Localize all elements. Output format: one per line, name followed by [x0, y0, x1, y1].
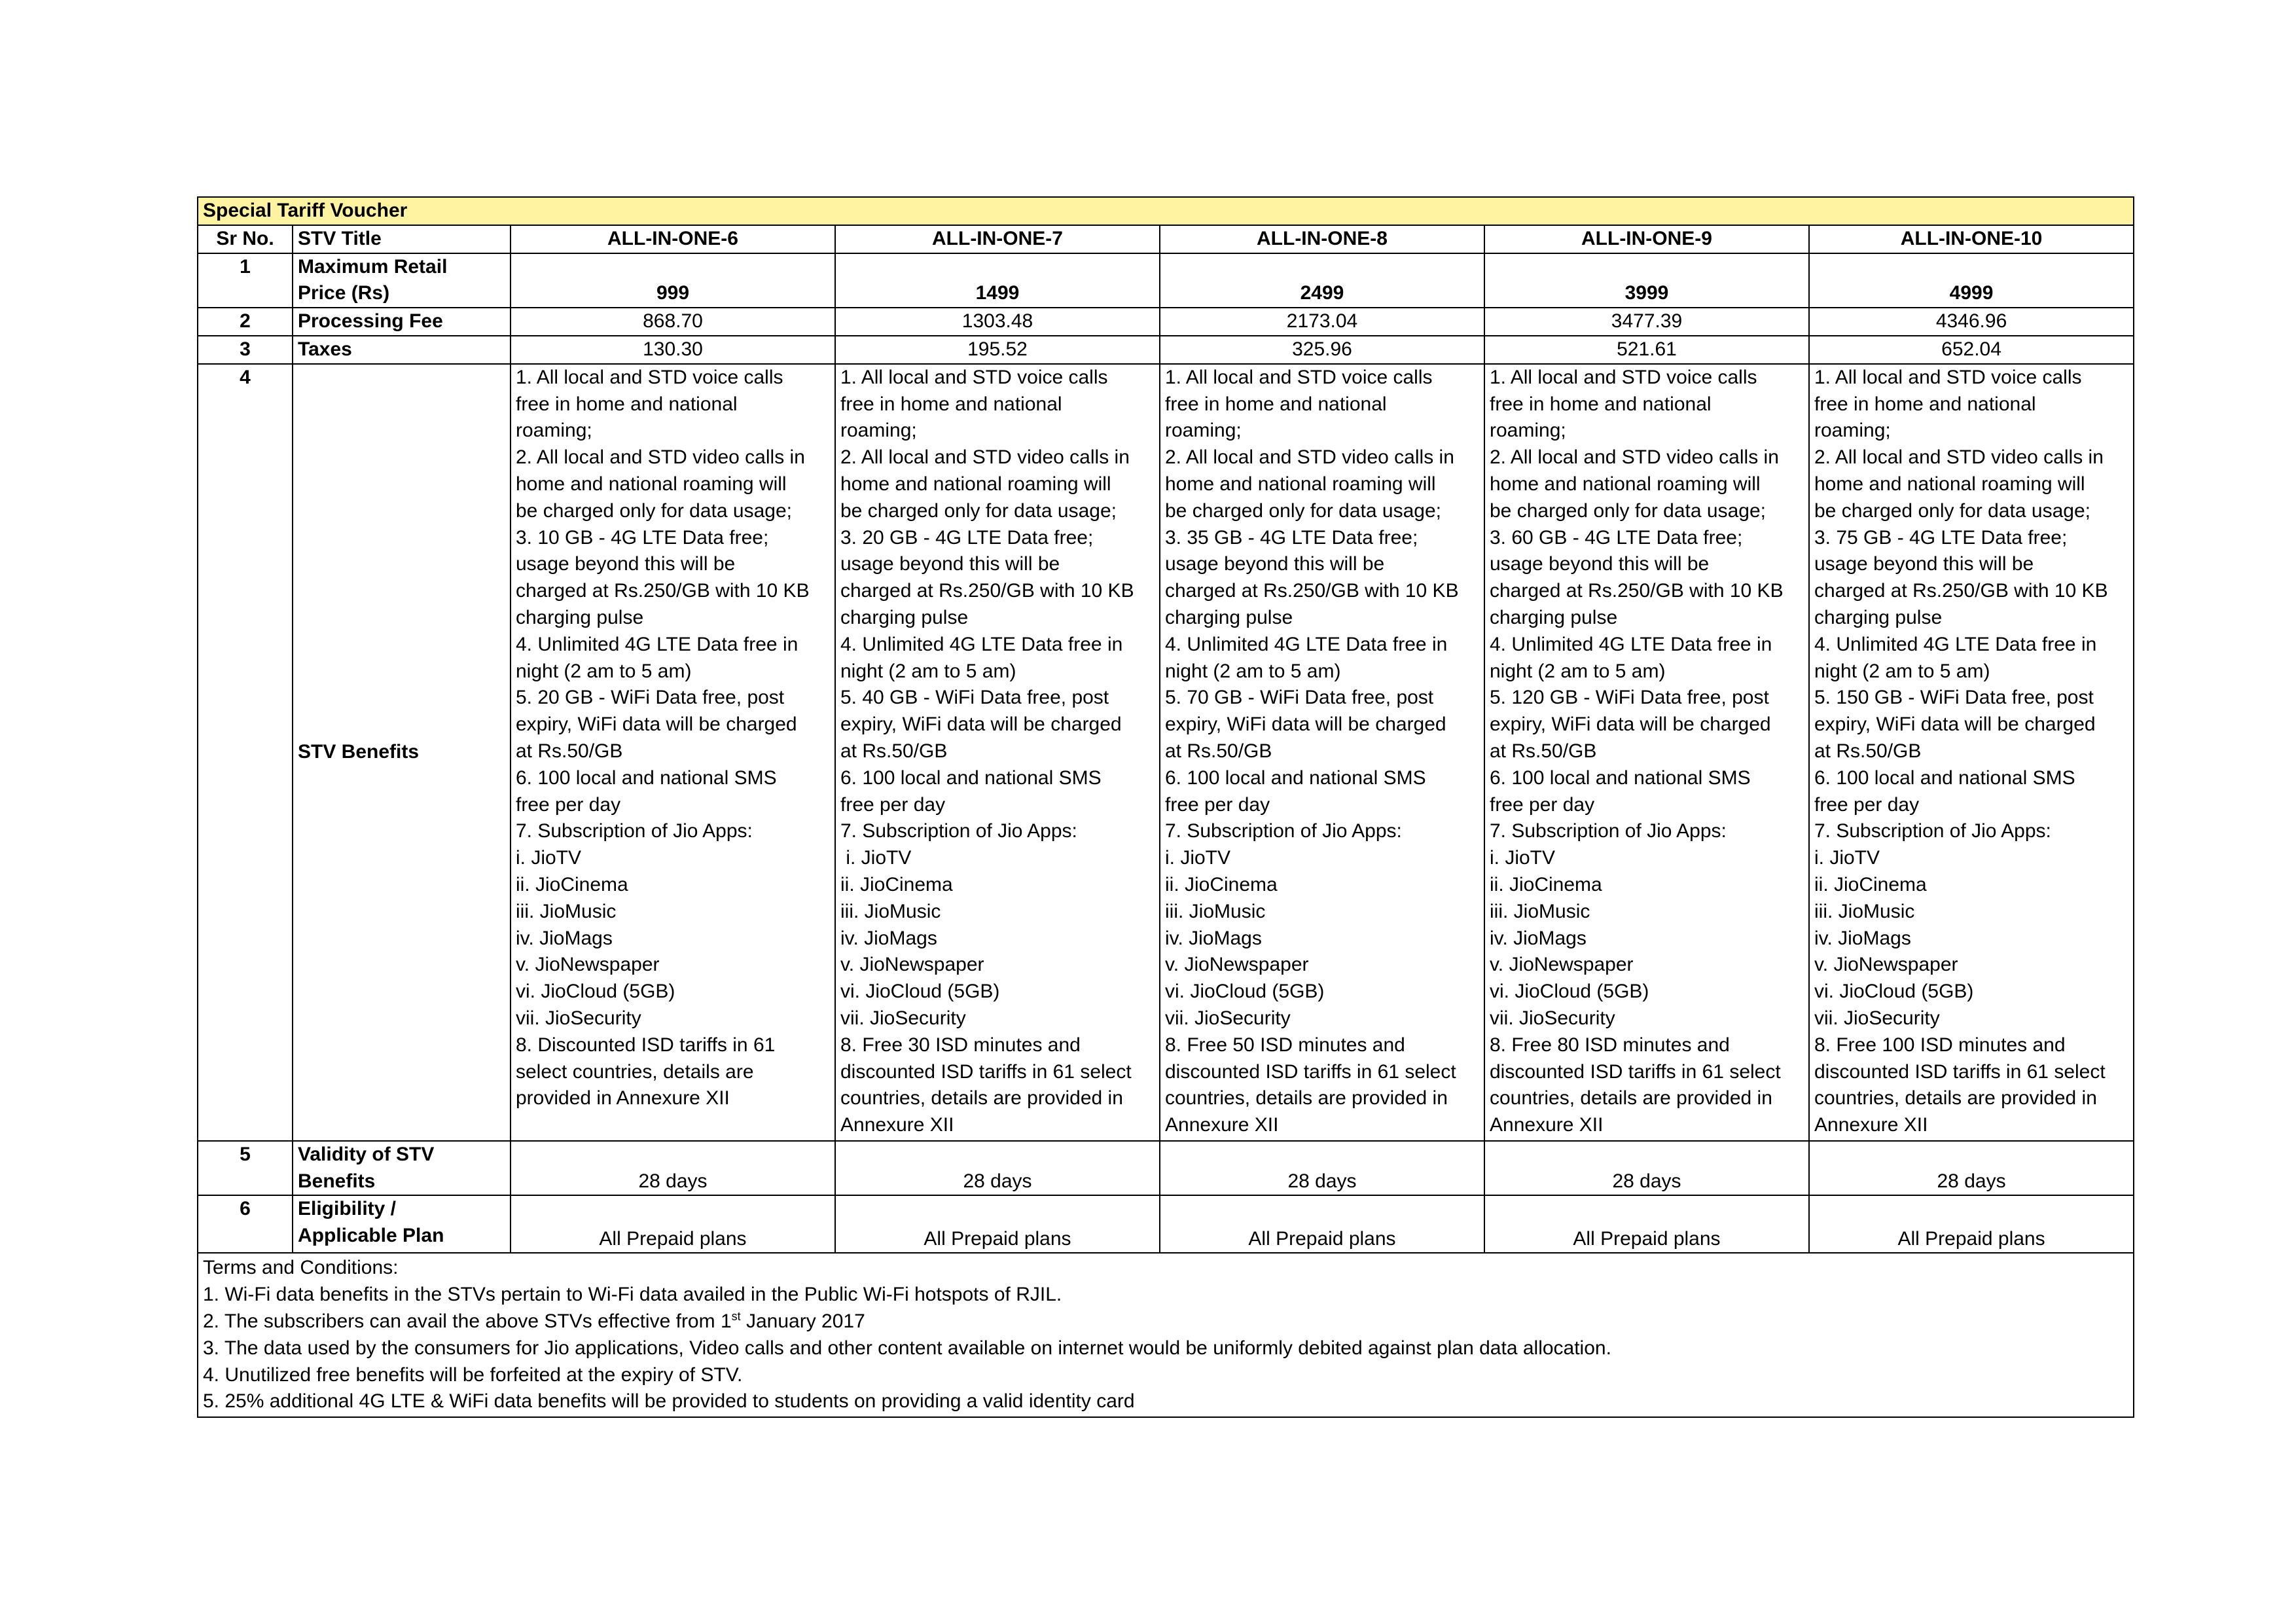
terms-item: 5. 25% additional 4G LTE & WiFi data benefits will be provided to students on providing a valid identity card	[203, 1390, 1135, 1413]
benefit-line: vi. JioCloud (5GB)	[840, 981, 1000, 1003]
terms-row	[198, 1253, 2134, 1417]
benefit-line: 3. 35 GB - 4G LTE Data free;	[1165, 526, 1418, 549]
benefit-line: 3. 60 GB - 4G LTE Data free;	[1490, 526, 1743, 549]
benefit-line: night (2 am to 5 am)	[840, 660, 1016, 682]
benefit-line: free in home and national	[1165, 393, 1387, 415]
table-row	[198, 1141, 2134, 1196]
benefit-line: vi. JioCloud (5GB)	[1490, 981, 1649, 1003]
benefit-line: 5. 20 GB - WiFi Data free, post	[516, 687, 785, 709]
benefit-line: charged at Rs.250/GB with 10 KB	[1165, 580, 1459, 602]
row-number: 6	[198, 1195, 293, 1253]
benefit-line: iii. JioMusic	[840, 900, 941, 922]
benefit-line: at Rs.50/GB	[1814, 740, 1922, 762]
benefit-line: night (2 am to 5 am)	[516, 660, 692, 682]
table-row	[198, 364, 2134, 1141]
benefit-line: free per day	[1165, 793, 1270, 816]
benefit-line: 7. Subscription of Jio Apps:	[516, 820, 753, 842]
benefit-line: vii. JioSecurity	[1165, 1007, 1291, 1029]
benefits-cell	[835, 364, 1160, 1141]
row-label-line: Benefits	[298, 1170, 376, 1192]
benefit-line: free per day	[1490, 793, 1595, 816]
benefit-line: 6. 100 local and national SMS	[1814, 767, 2075, 789]
benefit-line: i. JioTV	[840, 847, 912, 869]
benefit-line: 6. 100 local and national SMS	[1165, 767, 1426, 789]
tariff-table	[197, 196, 2134, 1418]
benefit-line: free in home and national	[1814, 393, 2036, 415]
benefit-line: at Rs.50/GB	[1490, 740, 1597, 762]
benefit-line: i. JioTV	[1165, 847, 1231, 869]
terms-item-text: 2. The subscribers can avail the above STVs effective from 1	[203, 1310, 732, 1332]
benefit-line: iv. JioMags	[516, 927, 613, 949]
benefit-line: discounted ISD tariffs in 61 select	[1165, 1060, 1456, 1083]
benefit-line: ii. JioCinema	[1490, 873, 1602, 895]
processing-fee-value: 4346.96	[1809, 308, 2134, 336]
benefit-line: usage beyond this will be	[1490, 553, 1710, 575]
row-number: 2	[198, 308, 293, 336]
benefit-line: 2. All local and STD video calls in	[1490, 446, 1779, 469]
benefit-line: 5. 150 GB - WiFi Data free, post	[1814, 687, 2094, 709]
eligibility-value: All Prepaid plans	[1160, 1195, 1484, 1253]
benefit-line: free in home and national	[516, 393, 738, 415]
benefit-line: roaming;	[840, 420, 917, 442]
benefit-line: free per day	[516, 793, 621, 816]
terms-item	[203, 1308, 2128, 1335]
benefits-cell	[511, 364, 835, 1141]
validity-value: 28 days	[1160, 1141, 1484, 1196]
table-row	[198, 336, 2134, 364]
benefit-line: at Rs.50/GB	[840, 740, 948, 762]
benefit-line: 7. Subscription of Jio Apps:	[840, 820, 1077, 842]
terms-item-text: January 2017	[740, 1310, 865, 1332]
benefits-cell	[1809, 364, 2134, 1141]
benefit-line: 7. Subscription of Jio Apps:	[1490, 820, 1727, 842]
taxes-value: 195.52	[835, 336, 1160, 364]
table-title: Special Tariff Voucher	[198, 197, 2134, 225]
terms-heading: Terms and Conditions:	[203, 1257, 399, 1279]
benefit-line: 2. All local and STD video calls in	[516, 446, 805, 469]
benefit-line: select countries, details are	[516, 1060, 754, 1083]
benefit-line: ii. JioCinema	[840, 873, 953, 895]
row-label-line: Price (Rs)	[298, 282, 390, 304]
benefit-line: v. JioNewspaper	[516, 954, 660, 976]
benefit-line: charging pulse	[1490, 606, 1618, 628]
benefit-line: vii. JioSecurity	[840, 1007, 966, 1029]
benefit-line: 8. Free 30 ISD minutes and	[840, 1034, 1081, 1056]
benefit-line: charging pulse	[1814, 606, 1943, 628]
benefit-line: iii. JioMusic	[516, 900, 617, 922]
benefit-line: 8. Discounted ISD tariffs in 61	[516, 1034, 776, 1056]
header-sr-no: Sr No.	[198, 225, 293, 253]
benefit-line: countries, details are provided in	[1490, 1087, 1772, 1110]
terms-and-conditions	[198, 1253, 2134, 1417]
benefit-line: free in home and national	[840, 393, 1062, 415]
header-plan: ALL-IN-ONE-10	[1809, 225, 2134, 253]
benefit-line: be charged only for data usage;	[516, 499, 792, 522]
benefit-line: charging pulse	[516, 606, 644, 628]
benefit-line: i. JioTV	[1814, 847, 1880, 869]
benefit-line: Annexure XII	[1165, 1114, 1279, 1136]
row-label: STV Benefits	[293, 364, 511, 1141]
benefit-line: discounted ISD tariffs in 61 select	[1814, 1060, 2106, 1083]
row-label: Taxes	[293, 336, 511, 364]
benefit-line: night (2 am to 5 am)	[1165, 660, 1341, 682]
benefit-line: 3. 20 GB - 4G LTE Data free;	[840, 526, 1094, 549]
row-number: 5	[198, 1141, 293, 1196]
benefit-line: free per day	[1814, 793, 1920, 816]
row-label	[293, 1195, 511, 1253]
benefit-line: charged at Rs.250/GB with 10 KB	[1814, 580, 2108, 602]
mrp-value: 999	[511, 253, 835, 308]
benefit-line: charged at Rs.250/GB with 10 KB	[1490, 580, 1784, 602]
benefit-line: 3. 75 GB - 4G LTE Data free;	[1814, 526, 2068, 549]
terms-item: 1. Wi-Fi data benefits in the STVs pertain to Wi-Fi data availed in the Public Wi-Fi hotspots of RJIL.	[203, 1284, 1062, 1306]
terms-item: 4. Unutilized free benefits will be forfeited at the expiry of STV.	[203, 1363, 743, 1386]
terms-item: 3. The data used by the consumers for Jio applications, Video calls and other content available on internet would be uniformly debited against plan data allocation.	[203, 1337, 1611, 1359]
header-plan: ALL-IN-ONE-7	[835, 225, 1160, 253]
benefit-line: 6. 100 local and national SMS	[516, 767, 777, 789]
row-number: 1	[198, 253, 293, 308]
benefit-line: ii. JioCinema	[1814, 873, 1927, 895]
benefit-line: at Rs.50/GB	[1165, 740, 1272, 762]
benefit-line: iv. JioMags	[840, 927, 937, 949]
row-label-line: Maximum Retail	[298, 255, 448, 278]
benefit-line: i. JioTV	[1490, 847, 1556, 869]
benefit-line: iii. JioMusic	[1165, 900, 1266, 922]
eligibility-value: All Prepaid plans	[835, 1195, 1160, 1253]
benefit-line: 1. All local and STD voice calls	[1814, 366, 2082, 388]
benefit-line: vi. JioCloud (5GB)	[1165, 981, 1325, 1003]
benefit-line: usage beyond this will be	[840, 553, 1060, 575]
benefit-line: countries, details are provided in	[1814, 1087, 2097, 1110]
benefit-line: 6. 100 local and national SMS	[1490, 767, 1751, 789]
benefit-line: 8. Free 100 ISD minutes and	[1814, 1034, 2066, 1056]
benefit-line: v. JioNewspaper	[1490, 954, 1634, 976]
benefit-line: discounted ISD tariffs in 61 select	[840, 1060, 1132, 1083]
benefit-line: v. JioNewspaper	[1814, 954, 1958, 976]
benefit-line: vii. JioSecurity	[1490, 1007, 1615, 1029]
benefit-line: roaming;	[1165, 420, 1242, 442]
benefit-line: ii. JioCinema	[1165, 873, 1278, 895]
benefit-line: Annexure XII	[840, 1114, 954, 1136]
benefit-line: 7. Subscription of Jio Apps:	[1814, 820, 2051, 842]
row-label	[293, 253, 511, 308]
benefit-line: be charged only for data usage;	[1165, 499, 1441, 522]
eligibility-value: All Prepaid plans	[1809, 1195, 2134, 1253]
benefit-line: at Rs.50/GB	[516, 740, 623, 762]
benefit-line: 2. All local and STD video calls in	[840, 446, 1130, 469]
mrp-value: 3999	[1484, 253, 1809, 308]
benefit-line: usage beyond this will be	[1165, 553, 1385, 575]
benefit-line: 4. Unlimited 4G LTE Data free in	[1490, 633, 1772, 655]
benefit-line: iii. JioMusic	[1814, 900, 1915, 922]
processing-fee-value: 1303.48	[835, 308, 1160, 336]
validity-value: 28 days	[835, 1141, 1160, 1196]
benefit-line: charged at Rs.250/GB with 10 KB	[840, 580, 1134, 602]
benefit-line: 8. Free 80 ISD minutes and	[1490, 1034, 1730, 1056]
benefit-line: 6. 100 local and national SMS	[840, 767, 1102, 789]
eligibility-value: All Prepaid plans	[1484, 1195, 1809, 1253]
eligibility-value: All Prepaid plans	[511, 1195, 835, 1253]
benefit-line: 1. All local and STD voice calls	[1165, 366, 1433, 388]
benefit-line: night (2 am to 5 am)	[1814, 660, 1990, 682]
benefit-line: vi. JioCloud (5GB)	[516, 981, 675, 1003]
row-number: 3	[198, 336, 293, 364]
benefit-line: 2. All local and STD video calls in	[1165, 446, 1454, 469]
benefit-line: be charged only for data usage;	[840, 499, 1117, 522]
taxes-value: 130.30	[511, 336, 835, 364]
benefit-line: expiry, WiFi data will be charged	[1814, 713, 2096, 736]
header-stv-title: STV Title	[293, 225, 511, 253]
benefit-line: home and national roaming will	[1814, 473, 2085, 495]
benefit-line: countries, details are provided in	[840, 1087, 1123, 1110]
ordinal-suffix: st	[731, 1309, 741, 1323]
benefit-line: iv. JioMags	[1814, 927, 1911, 949]
mrp-value: 2499	[1160, 253, 1484, 308]
benefit-line: roaming;	[1814, 420, 1891, 442]
benefit-line: free in home and national	[1490, 393, 1712, 415]
benefit-line: 4. Unlimited 4G LTE Data free in	[840, 633, 1123, 655]
validity-value: 28 days	[1484, 1141, 1809, 1196]
benefit-line: iv. JioMags	[1165, 927, 1262, 949]
processing-fee-value: 868.70	[511, 308, 835, 336]
benefit-line: 7. Subscription of Jio Apps:	[1165, 820, 1402, 842]
header-plan: ALL-IN-ONE-6	[511, 225, 835, 253]
benefit-line: v. JioNewspaper	[1165, 954, 1309, 976]
taxes-value: 521.61	[1484, 336, 1809, 364]
benefit-line: roaming;	[1490, 420, 1566, 442]
benefit-line: iv. JioMags	[1490, 927, 1587, 949]
header-plan: ALL-IN-ONE-9	[1484, 225, 1809, 253]
benefit-line: night (2 am to 5 am)	[1490, 660, 1666, 682]
benefit-line: expiry, WiFi data will be charged	[1490, 713, 1771, 736]
benefit-line: ii. JioCinema	[516, 873, 628, 895]
benefits-cell	[1484, 364, 1809, 1141]
table-row	[198, 1195, 2134, 1253]
mrp-value: 1499	[835, 253, 1160, 308]
benefit-line: expiry, WiFi data will be charged	[1165, 713, 1446, 736]
mrp-value: 4999	[1809, 253, 2134, 308]
benefit-line: 5. 120 GB - WiFi Data free, post	[1490, 687, 1769, 709]
benefit-line: vii. JioSecurity	[516, 1007, 641, 1029]
benefit-line: 2. All local and STD video calls in	[1814, 446, 2104, 469]
benefit-line: iii. JioMusic	[1490, 900, 1590, 922]
row-label	[293, 1141, 511, 1196]
benefits-cell	[1160, 364, 1484, 1141]
validity-value: 28 days	[1809, 1141, 2134, 1196]
benefit-line: 3. 10 GB - 4G LTE Data free;	[516, 526, 769, 549]
benefit-line: 4. Unlimited 4G LTE Data free in	[516, 633, 798, 655]
benefit-line: home and national roaming will	[516, 473, 787, 495]
benefit-line: home and national roaming will	[1490, 473, 1761, 495]
benefit-line: i. JioTV	[516, 847, 582, 869]
table-row	[198, 308, 2134, 336]
benefit-line: 5. 40 GB - WiFi Data free, post	[840, 687, 1109, 709]
benefit-line: usage beyond this will be	[1814, 553, 2034, 575]
row-label-line: Eligibility /	[298, 1198, 397, 1220]
benefit-line: be charged only for data usage;	[1814, 499, 2090, 522]
benefit-line: discounted ISD tariffs in 61 select	[1490, 1060, 1781, 1083]
benefit-line: 1. All local and STD voice calls	[516, 366, 783, 388]
benefit-line: 1. All local and STD voice calls	[1490, 366, 1757, 388]
validity-value: 28 days	[511, 1141, 835, 1196]
benefit-line: 5. 70 GB - WiFi Data free, post	[1165, 687, 1434, 709]
row-label-line: Applicable Plan	[298, 1225, 444, 1247]
table-row	[198, 253, 2134, 308]
benefit-line: 4. Unlimited 4G LTE Data free in	[1814, 633, 2097, 655]
row-number: 4	[198, 364, 293, 1141]
benefit-line: 8. Free 50 ISD minutes and	[1165, 1034, 1405, 1056]
benefit-line: home and national roaming will	[1165, 473, 1436, 495]
benefit-line: charging pulse	[840, 606, 969, 628]
benefit-line: charged at Rs.250/GB with 10 KB	[516, 580, 810, 602]
benefit-line: expiry, WiFi data will be charged	[840, 713, 1122, 736]
benefit-line: free per day	[840, 793, 946, 816]
benefit-line: 4. Unlimited 4G LTE Data free in	[1165, 633, 1448, 655]
benefit-line: provided in Annexure XII	[516, 1087, 730, 1110]
taxes-value: 325.96	[1160, 336, 1484, 364]
benefit-line: Annexure XII	[1814, 1114, 1928, 1136]
benefit-line: expiry, WiFi data will be charged	[516, 713, 797, 736]
benefit-line: vi. JioCloud (5GB)	[1814, 981, 1974, 1003]
taxes-value: 652.04	[1809, 336, 2134, 364]
benefit-line: home and national roaming will	[840, 473, 1111, 495]
row-label: Processing Fee	[293, 308, 511, 336]
row-label-line: Validity of STV	[298, 1143, 435, 1165]
benefit-line: vii. JioSecurity	[1814, 1007, 1940, 1029]
benefit-line: roaming;	[516, 420, 592, 442]
benefit-line: v. JioNewspaper	[840, 954, 984, 976]
benefit-line: be charged only for data usage;	[1490, 499, 1766, 522]
benefit-line: charging pulse	[1165, 606, 1293, 628]
header-plan: ALL-IN-ONE-8	[1160, 225, 1484, 253]
benefit-line: Annexure XII	[1490, 1114, 1604, 1136]
processing-fee-value: 3477.39	[1484, 308, 1809, 336]
processing-fee-value: 2173.04	[1160, 308, 1484, 336]
benefit-line: 1. All local and STD voice calls	[840, 366, 1108, 388]
benefit-line: usage beyond this will be	[516, 553, 736, 575]
benefit-line: countries, details are provided in	[1165, 1087, 1448, 1110]
